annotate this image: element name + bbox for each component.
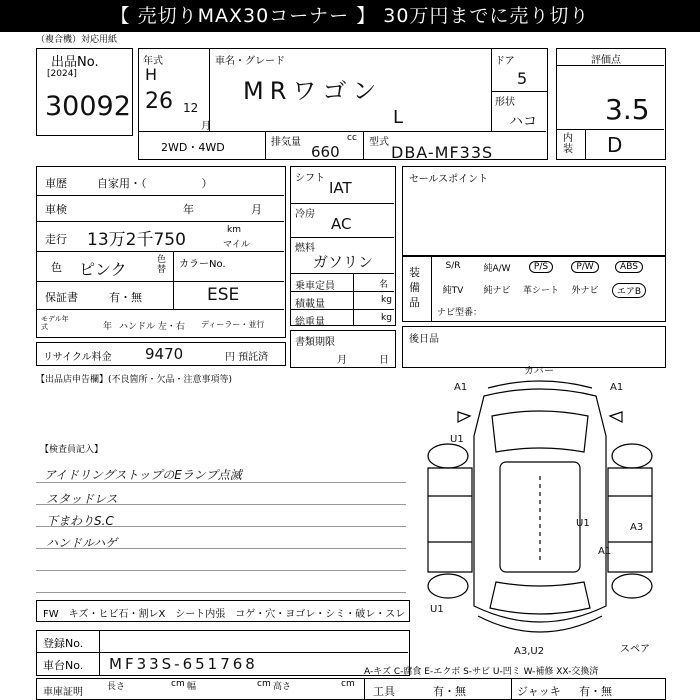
storage-width: 幅: [187, 682, 197, 692]
top-info-box: [138, 48, 548, 160]
shape-value: ハコ: [509, 114, 537, 130]
banner-title: 【 売切りMAX30コーナー 】 30万円までに売り切り: [0, 0, 700, 32]
lot-year-tag: [2024]: [47, 69, 77, 79]
inspector-label: 【検査員記入】: [40, 445, 104, 455]
tools-box: [364, 678, 666, 700]
mileage-unit-km: km: [227, 225, 241, 235]
mark-right-side: A3: [630, 522, 644, 533]
model-year-label: モデル年式: [41, 315, 69, 331]
recycle-value: 9470: [145, 345, 184, 363]
inspection-label: 車検: [45, 203, 67, 216]
shape-label: 形状: [495, 97, 515, 108]
equipment-box: [402, 256, 666, 322]
inspection-year: 年: [183, 203, 194, 216]
type-value: DBA-MF33S: [391, 143, 494, 162]
top-note: （複合機）対応用紙: [36, 35, 118, 45]
warranty-value: 有・無: [109, 291, 142, 304]
shift-value: IAT: [329, 179, 352, 197]
year-value: 26: [145, 89, 173, 114]
inspector-note-3: 下まわりS.C: [46, 514, 114, 528]
lot-number: 30092: [45, 91, 131, 122]
spec-box: [290, 166, 396, 326]
chassis-value: MF33S-651768: [109, 655, 258, 673]
recycle-label: リサイクル料金: [43, 352, 112, 363]
equipment-row-1: [433, 261, 649, 274]
jack-label: ジャッキ: [517, 685, 561, 698]
inspection-month: 月: [251, 203, 262, 216]
car-diagram: [414, 366, 666, 657]
sales-point-label: セールスポイント: [409, 174, 489, 185]
mark-cover: カバー: [524, 366, 554, 377]
after-date-label: 後日品: [409, 334, 439, 345]
auction-sheet: [0, 32, 700, 700]
model-name: MRワゴン: [243, 77, 383, 105]
year-era: H: [145, 65, 158, 84]
vehicle-info-box: [36, 166, 286, 338]
inspector-note-1: アイドリングストップのEランプ点滅: [44, 468, 242, 482]
doc-period-day: 日: [379, 355, 389, 366]
color-code-label: カラーNo.: [179, 259, 226, 270]
mark-left-fender: U1: [450, 434, 464, 445]
jack-value: 有・無: [579, 685, 612, 698]
registration-box: [36, 630, 410, 676]
gross-label: 総重量: [295, 317, 325, 328]
storage-box: [36, 678, 410, 700]
mileage-unit-mile: マイル: [223, 240, 250, 250]
interior-label: 内装: [563, 133, 573, 155]
aircon-label: 冷房: [295, 209, 315, 220]
storage-length: 長さ: [107, 682, 126, 692]
color-change-label: 色替: [157, 255, 167, 275]
equip-ext-navi: 外ナビ: [571, 286, 599, 296]
equip-ps: P/S: [529, 261, 553, 273]
aircon-value: AC: [331, 215, 352, 233]
history-value: 自家用・（ ）: [97, 177, 213, 190]
type-label: 型式: [369, 137, 389, 148]
fuel-value: ガソリン: [313, 253, 374, 271]
mark-rear-bumper: A3,U2: [514, 646, 545, 657]
dealer-field: ディーラー・並行: [201, 320, 265, 329]
equipment-label: 装備品: [409, 266, 420, 309]
capacity-label: 乗車定員: [295, 281, 335, 292]
equip-alloy: 純A/W: [483, 264, 511, 274]
storage-height: 高さ: [273, 682, 292, 692]
equip-tv: 純TV: [442, 286, 464, 296]
warranty-label: 保証書: [45, 291, 78, 304]
inspector-box: [36, 442, 406, 610]
color-value: ピンク: [79, 260, 127, 279]
color-code: ESE: [207, 285, 240, 305]
score-value: 3.5: [605, 93, 650, 126]
equipment-row-2: [433, 283, 649, 298]
equip-leather: 革シート: [522, 286, 559, 296]
equip-airbag: エアB: [612, 283, 646, 298]
equip-navi: 純ナビ: [483, 286, 511, 296]
chassis-label: 車台No.: [43, 659, 84, 672]
gross-unit: kg: [381, 313, 392, 323]
storage-unit-1: cm: [171, 679, 185, 689]
interior-value: D: [607, 133, 623, 157]
doors-value: 5: [517, 69, 528, 88]
sales-point-box: [402, 166, 666, 256]
equip-sr: S/R: [445, 261, 461, 271]
tools-value: 有・無: [433, 685, 466, 698]
after-date-box: [402, 326, 666, 368]
history-label: 車歴: [45, 177, 67, 190]
year-month: 12: [183, 101, 199, 115]
mark-right-rear: A1: [598, 546, 612, 557]
color-label: 色: [51, 261, 62, 274]
damage-legend: A-キズ C-腐食 E-エクボ S-サビ U-凹ミ W-補修 XX-交換済: [364, 667, 599, 677]
displacement-label: 排気量: [271, 137, 301, 148]
fw-row-text: FW キズ・ヒビ石・割レX シート内張 コゲ・穴・ヨゴレ・シミ・破レ・スレ: [43, 609, 406, 620]
equip-abs: ABS: [615, 261, 643, 273]
model-label: 車名・グレード: [215, 56, 285, 67]
mark-front-left: A1: [454, 382, 468, 393]
displacement-unit: cc: [347, 133, 357, 143]
tools-label: 工具: [373, 685, 395, 698]
load-unit: kg: [381, 295, 392, 305]
model-grade: L: [393, 107, 404, 128]
year-label: 年式: [143, 56, 163, 67]
shift-label: シフト: [295, 173, 325, 184]
score-box: [556, 48, 666, 160]
capacity-unit: 名: [379, 280, 389, 290]
inspector-note-4: ハンドルハゲ: [46, 536, 118, 550]
equip-pw: P/W: [571, 261, 598, 273]
inspector-note-2: スタッドレス: [46, 492, 118, 506]
month-unit: 月: [201, 121, 211, 132]
doc-period-month: 月: [337, 355, 347, 366]
storage-unit-2: cm: [257, 679, 271, 689]
handle-field: ハンドル 左・右: [119, 322, 185, 332]
score-label: 評価点: [591, 55, 621, 66]
mark-front-right: A1: [610, 382, 624, 393]
lot-label: 出品No.: [51, 55, 99, 70]
doc-period-label: 書類期限: [295, 337, 335, 348]
mark-right-door: U1: [576, 518, 590, 529]
load-label: 積載量: [295, 299, 325, 310]
drive-type: 2WD・4WD: [161, 141, 225, 154]
lot-box: [36, 48, 133, 136]
doors-label: ドア: [495, 56, 515, 67]
storage-unit-3: cm: [341, 679, 355, 689]
fw-row: [36, 600, 410, 622]
recycle-unit: 円 預託済: [225, 352, 269, 363]
mileage-label: 走行: [45, 233, 67, 246]
mark-left-rear: U1: [430, 604, 444, 615]
spare-label: スペア: [620, 644, 650, 655]
storage-label: 車庫証明: [43, 687, 83, 698]
recycle-box: [36, 342, 286, 366]
fuel-label: 燃料: [295, 243, 315, 254]
defects-label: 【出品店申告欄】(不良箇所・欠品・注意事項等): [36, 375, 233, 385]
displacement-value: 660: [311, 143, 340, 161]
navi-model: ナビ型番：: [437, 308, 483, 318]
registration-label: 登録No.: [43, 637, 84, 650]
model-year-unit: 年: [103, 322, 113, 332]
mileage-value: 13万2千750: [87, 230, 186, 250]
doc-period-box: [290, 330, 396, 368]
